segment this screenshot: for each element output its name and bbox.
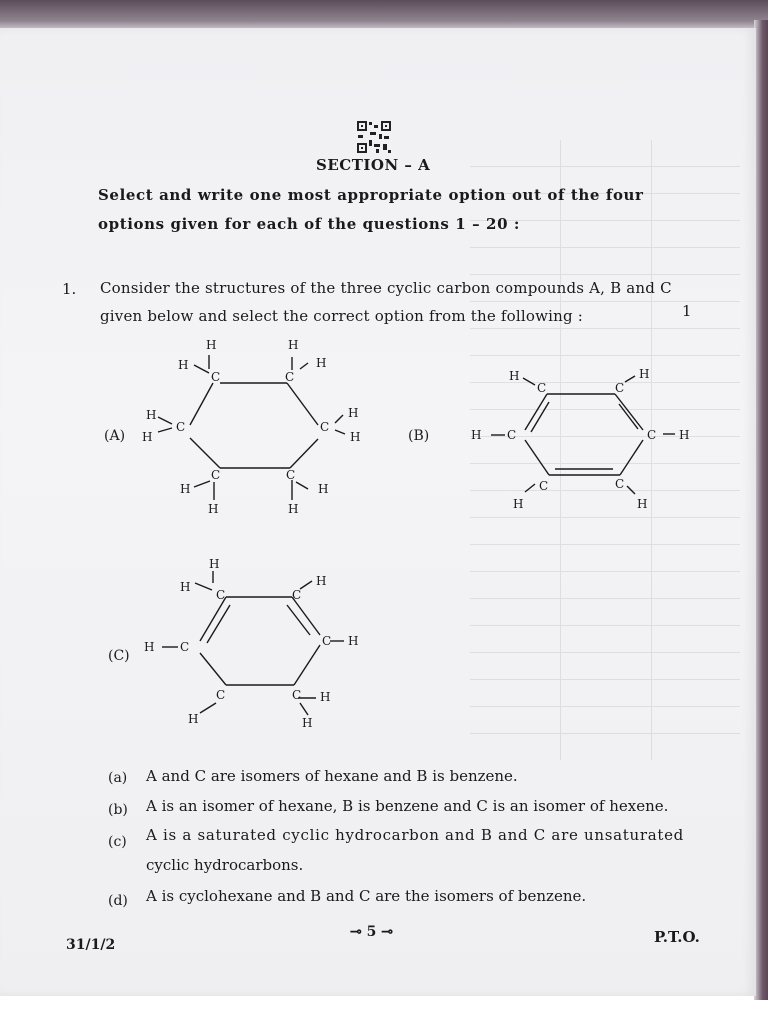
option-c-letter: (c) <box>108 834 127 850</box>
atom-h: H <box>208 502 219 516</box>
page-number-value: 5 <box>366 924 377 940</box>
atom-h: H <box>209 557 220 571</box>
question-marks: 1 <box>682 302 692 320</box>
atom-c: C <box>180 640 190 654</box>
section-title: SECTION – A <box>316 156 431 174</box>
structure-c-cyclohexadiene <box>140 555 380 735</box>
structure-a-label: (A) <box>104 428 126 444</box>
pto-label: P.T.O. <box>654 928 700 946</box>
photo-background-right <box>754 20 768 1000</box>
atom-h: H <box>348 634 359 648</box>
atom-h: H <box>348 406 359 420</box>
atom-h: H <box>206 338 217 352</box>
atom-c: C <box>507 428 517 442</box>
atom-h: H <box>679 428 690 442</box>
atom-c: C <box>322 634 332 648</box>
atom-c: C <box>286 468 296 482</box>
atom-h: H <box>316 574 327 588</box>
page-number <box>350 924 393 940</box>
atom-c: C <box>216 588 226 602</box>
question-text-line-1: Consider the structures of the three cyclic carbon compounds A, B and C <box>100 279 672 297</box>
atom-c: C <box>537 381 547 395</box>
atom-c: C <box>647 428 657 442</box>
atom-h: H <box>178 358 189 372</box>
atom-h: H <box>302 716 313 730</box>
atom-h: H <box>188 712 199 726</box>
option-c-text-line-2: cyclic hydrocarbons. <box>146 856 304 874</box>
atom-h: H <box>144 640 155 654</box>
atom-h: H <box>146 408 157 422</box>
atom-h: H <box>513 497 524 511</box>
atom-h: H <box>180 580 191 594</box>
atom-c: C <box>211 468 221 482</box>
right-ornament-icon: ⊸ <box>376 924 393 940</box>
structure-b-benzene <box>465 362 705 522</box>
atom-h: H <box>318 482 329 496</box>
structure-a-cyclohexane <box>130 335 390 525</box>
instructions-line-1: Select and write one most appropriate option out of the four <box>98 186 644 204</box>
atom-c: C <box>211 370 221 384</box>
atom-h: H <box>471 428 482 442</box>
atom-h: H <box>288 502 299 516</box>
atom-c: C <box>292 588 302 602</box>
structure-b-label: (B) <box>408 428 430 444</box>
atom-c: C <box>320 420 330 434</box>
instructions-line-2: options given for each of the questions 1 – 20 : <box>98 215 521 233</box>
left-ornament-icon: ⊸ <box>350 924 367 940</box>
question-text-line-2: given below and select the correct option from the following : <box>100 307 584 325</box>
atom-c: C <box>615 381 625 395</box>
atom-h: H <box>316 356 327 370</box>
question-number: 1. <box>62 280 77 298</box>
option-b-text: A is an isomer of hexane, B is benzene and C is an isomer of hexene. <box>146 797 669 815</box>
atom-h: H <box>350 430 361 444</box>
atom-h: H <box>509 369 520 383</box>
option-d-letter: (d) <box>108 893 128 909</box>
atom-c: C <box>292 688 302 702</box>
atom-c: C <box>539 479 549 493</box>
option-c-text: A is a saturated cyclic hydrocarbon and B and C are unsaturated <box>146 826 684 844</box>
atom-h: H <box>639 367 650 381</box>
atom-c: C <box>285 370 295 384</box>
atom-h: H <box>180 482 191 496</box>
atom-c: C <box>615 477 625 491</box>
option-d-text: A is cyclohexane and B and C are the isomers of benzene. <box>146 887 587 905</box>
paper-code: 31/1/2 <box>66 937 116 953</box>
atom-c: C <box>176 420 186 434</box>
atom-h: H <box>320 690 331 704</box>
atom-c: C <box>216 688 226 702</box>
atom-h: H <box>142 430 153 444</box>
option-a-text: A and C are isomers of hexane and B is benzene. <box>146 767 518 785</box>
atom-h: H <box>288 338 299 352</box>
structure-c-label: (C) <box>108 648 130 664</box>
atom-h: H <box>637 497 648 511</box>
photo-background-top <box>0 0 768 30</box>
option-a-letter: (a) <box>108 770 128 786</box>
qr-code <box>356 120 392 154</box>
option-b-letter: (b) <box>108 802 128 818</box>
